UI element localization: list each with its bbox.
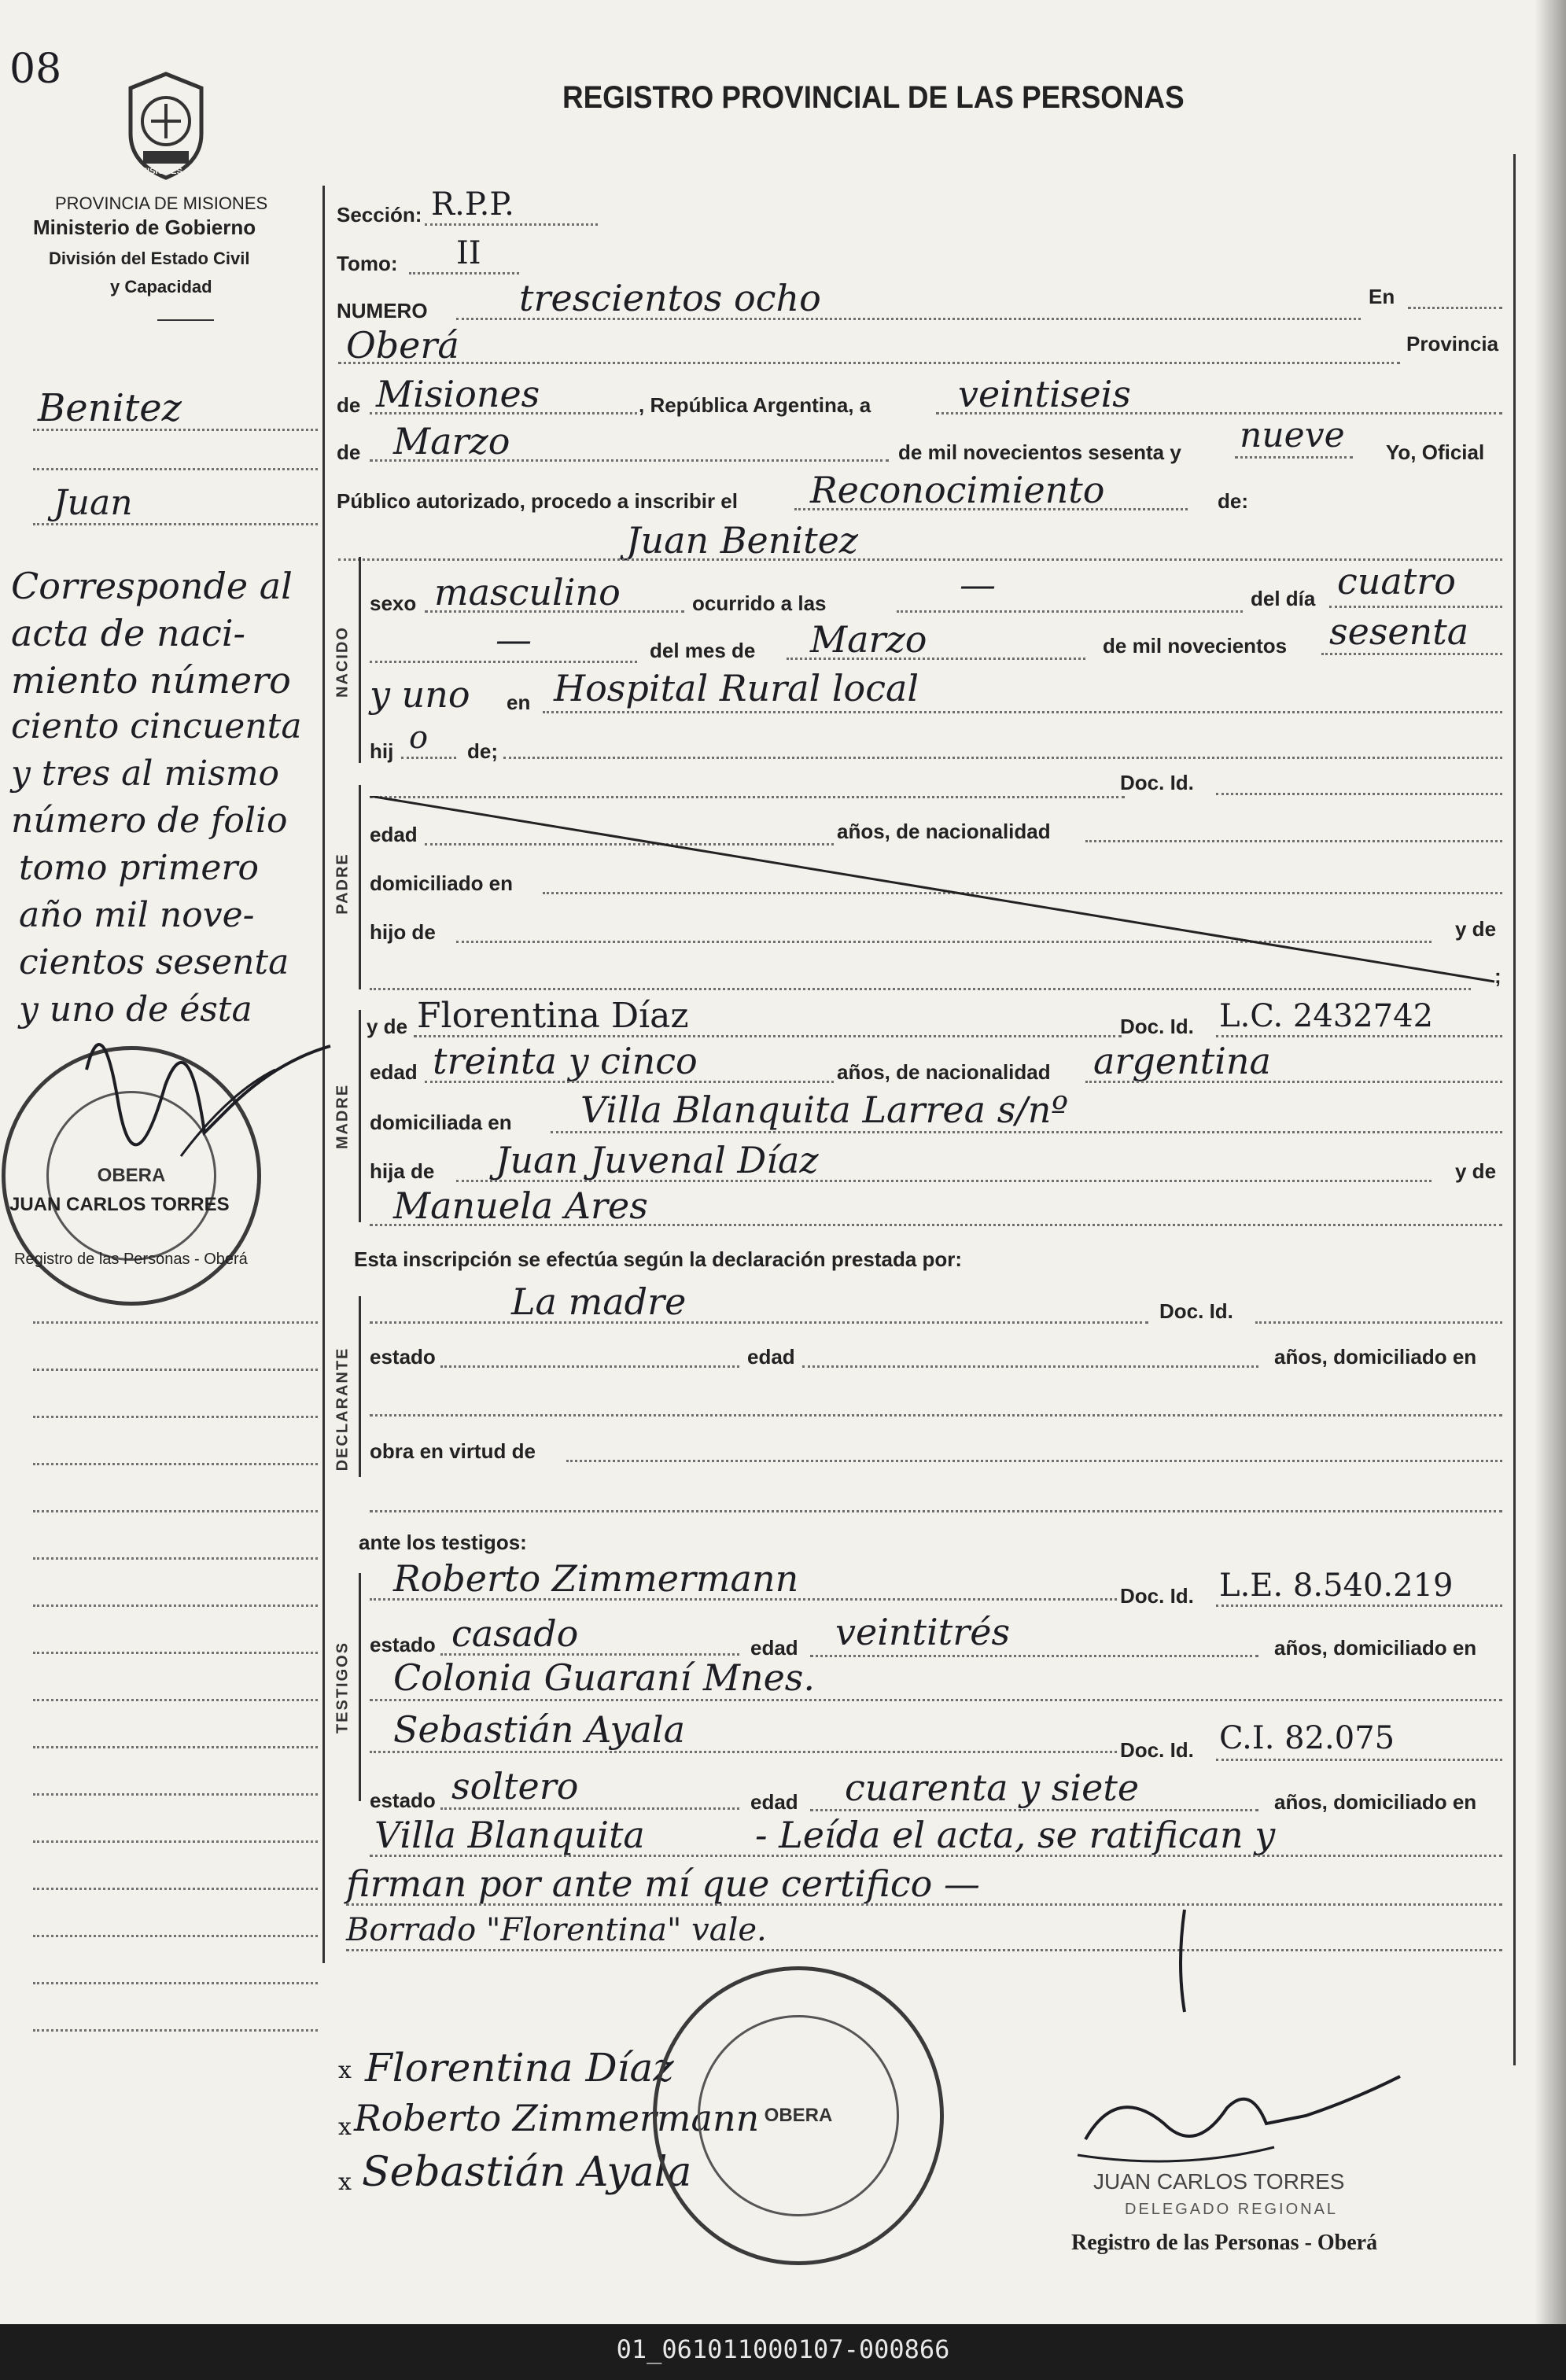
madre-doc-value: L.C. 2432742 — [1219, 998, 1434, 1034]
testigos-intro: ante los testigos: — [359, 1531, 527, 1554]
de-label: de — [337, 393, 361, 417]
dia-value: cuatro — [1337, 560, 1456, 602]
hijo-label: hij — [370, 739, 394, 763]
madre-edad-label: edad — [370, 1060, 418, 1084]
province-crest-icon — [120, 69, 212, 181]
act-type-value: Reconocimiento — [810, 469, 1105, 511]
madre-nacionalidad-value: argentina — [1093, 1040, 1271, 1082]
madre-father-value: Juan Juvenal Díaz — [496, 1139, 819, 1181]
margin-note-line-9: cientos sesenta — [19, 942, 289, 982]
official-signature — [1070, 2053, 1416, 2179]
testigos-bracket-line — [359, 1573, 361, 1801]
declarante-anos-label: años, domiciliado en — [1274, 1345, 1477, 1369]
year-value: nueve — [1240, 415, 1345, 455]
seccion-label: Sección: — [337, 203, 422, 227]
witness2-edad-label: edad — [750, 1790, 798, 1814]
margin-note-line-3: miento número — [11, 659, 291, 702]
bottom-stamp-city: OBERA — [764, 2105, 833, 2126]
witness1-edad-value: veintitrés — [835, 1611, 1011, 1653]
witness2-estado-label: estado — [370, 1789, 436, 1812]
padre-cancel-stroke — [370, 796, 1502, 985]
mil-label: de mil novecientos — [1103, 634, 1288, 658]
header-ministry: Ministerio de Gobierno — [33, 216, 256, 239]
header-divider — [157, 319, 214, 321]
declarante-value: La madre — [511, 1280, 687, 1323]
del-dia-label: del día — [1251, 587, 1316, 610]
sig2-mark: x — [338, 2113, 352, 2141]
place-value: Hospital Rural local — [554, 667, 919, 709]
madre-mother-value: Manuela Ares — [393, 1184, 648, 1227]
nacido-name-value: Juan Benitez — [626, 519, 859, 562]
crest-lettering: MISIONES — [140, 167, 182, 176]
signature-florentina: Florentina Díaz — [365, 2045, 674, 2091]
corner-number: 08 — [9, 46, 62, 93]
nacido-section-label: NACIDO — [333, 626, 352, 698]
left-signature-scribble — [71, 975, 338, 1180]
padre-anos-label: años, de nacionalidad — [837, 820, 1051, 843]
witness2-anos-label: años, domiciliado en — [1274, 1790, 1477, 1814]
numero-label: NUMERO — [337, 299, 428, 322]
header-division: División del Estado Civil — [49, 249, 250, 268]
padre-y-de-label: y de — [1455, 917, 1497, 941]
declarante-section-label: DECLARANTE — [333, 1347, 352, 1472]
declaracion-text: Esta inscripción se efectúa según la declaración prestada por: — [354, 1247, 963, 1271]
mes-value: Marzo — [810, 618, 927, 661]
ocurrido-label: ocurrido a las — [692, 591, 827, 615]
city-value: Oberá — [346, 324, 459, 367]
header-capacity: y Capacidad — [110, 277, 212, 297]
witness1-anos-label: años, domiciliado en — [1274, 1636, 1477, 1660]
madre-doc-label: Doc. Id. — [1120, 1015, 1194, 1038]
margin-name: Juan — [53, 483, 133, 523]
page-title: REGISTRO PROVINCIAL DE LAS PERSONAS — [562, 80, 1185, 115]
blank-value: — — [496, 618, 532, 661]
madre-domicilio-label: domiciliada en — [370, 1111, 512, 1134]
signature-roberto: Roberto Zimmermann — [354, 2097, 760, 2139]
margin-note-line-10: y uno de ésta — [19, 989, 252, 1030]
nacido-bracket-line — [359, 557, 361, 763]
official-title: DELEGADO REGIONAL — [1125, 2201, 1339, 2218]
closing-line-3: Borrado "Florentina" vale. — [346, 1912, 767, 1948]
publico-label: Público autorizado, procedo a inscribir el — [337, 489, 738, 513]
closing-line-1: - Leída el acta, se ratifican y — [755, 1814, 1276, 1856]
sig3-mark: x — [338, 2168, 352, 2196]
official-name: JUAN CARLOS TORRES — [1093, 2169, 1345, 2194]
official-office: Registro de las Personas - Oberá — [1071, 2231, 1378, 2255]
hijo-de-label: de; — [467, 739, 498, 763]
witness1-edad-label: edad — [750, 1636, 798, 1660]
oficial-label: Yo, Oficial — [1386, 440, 1485, 464]
madre-y-de2-label: y de — [1455, 1159, 1497, 1183]
padre-doc-label: Doc. Id. — [1120, 771, 1194, 794]
witness1-doc-value: L.E. 8.540.219 — [1219, 1568, 1454, 1604]
left-stamp-city: OBERA — [97, 1165, 166, 1186]
padre-edad-label: edad — [370, 823, 418, 846]
padre-domicilio-label: domiciliado en — [370, 871, 514, 895]
witness1-doc-label: Doc. Id. — [1120, 1584, 1194, 1608]
hijo-value: o — [409, 720, 429, 756]
sig1-mark: x — [338, 2057, 352, 2084]
witness1-domicilio-value: Colonia Guaraní Mnes. — [393, 1656, 816, 1699]
year-sesenta-value: sesenta — [1329, 610, 1469, 653]
margin-note-line-4: ciento cincuenta — [11, 706, 302, 746]
madre-hija-label: hija de — [370, 1159, 435, 1183]
year-label: de mil novecientos sesenta y — [898, 440, 1181, 464]
en-label: En — [1369, 285, 1395, 308]
margin-note-line-2: acta de naci- — [11, 612, 246, 654]
padre-section-label: PADRE — [333, 853, 352, 915]
witness2-estado-value: soltero — [451, 1765, 579, 1807]
madre-edad-value: treinta y cinco — [433, 1040, 698, 1082]
madre-bracket-line — [359, 1010, 361, 1222]
day-value: veintiseis — [958, 373, 1131, 415]
tomo-value: II — [456, 235, 481, 271]
page-edge-shadow — [1535, 0, 1566, 2324]
witness1-name-value: Roberto Zimmermann — [393, 1557, 799, 1600]
sexo-value: masculino — [434, 571, 621, 613]
declaracion-doc-label: Doc. Id. — [1159, 1299, 1233, 1323]
witness2-doc-label: Doc. Id. — [1120, 1738, 1194, 1762]
padre-hijo-label: hijo de — [370, 920, 436, 944]
madre-domicilio-value: Villa Blanquita Larrea s/nº — [580, 1089, 1069, 1131]
closing-line-2: firman por ante mí que certifico — — [346, 1862, 980, 1905]
testigos-section-label: TESTIGOS — [333, 1641, 352, 1734]
margin-note-line-1: Corresponde al — [11, 565, 293, 607]
hora-value: — — [960, 563, 996, 606]
bottom-official-stamp — [653, 1966, 944, 2265]
seccion-value: R.P.P. — [431, 186, 514, 223]
header-province: PROVINCIA DE MISIONES — [55, 193, 268, 213]
madre-y-de-label: y de — [367, 1015, 408, 1038]
numero-value: trescientos ocho — [519, 277, 821, 319]
margin-note-line-5: y tres al mismo — [11, 753, 280, 794]
left-stamp-official-name: JUAN CARLOS TORRES — [9, 1194, 230, 1215]
witness1-estado-value: casado — [451, 1612, 579, 1655]
sexo-label: sexo — [370, 591, 417, 615]
closing-margin-stroke — [1161, 1902, 1208, 2020]
month-value: Marzo — [393, 420, 510, 462]
provincia-label: Provincia — [1406, 332, 1499, 356]
main-frame-right-line — [1513, 154, 1516, 2065]
tomo-label: Tomo: — [337, 252, 398, 275]
republica-label: , República Argentina, a — [639, 393, 871, 417]
witness2-doc-value: C.I. 82.075 — [1219, 1720, 1395, 1756]
padre-semicolon: ; — [1494, 964, 1502, 988]
province-value: Misiones — [376, 373, 540, 415]
declarante-obra-label: obra en virtud de — [370, 1439, 536, 1463]
declarante-bracket-line — [359, 1296, 361, 1477]
scan-file-code: 01_061011000107-000866 — [616, 2334, 950, 2364]
padre-bracket-line — [359, 785, 361, 989]
de-month-label: de — [337, 440, 361, 464]
witness2-edad-value: cuarenta y siete — [845, 1767, 1140, 1809]
margin-note-line-6: número de folio — [11, 801, 288, 841]
de-colon-label: de: — [1218, 489, 1248, 513]
madre-section-label: MADRE — [333, 1083, 352, 1150]
margin-surname: Benitez — [38, 386, 182, 430]
en-place-label: en — [507, 691, 531, 714]
witness2-name-value: Sebastián Ayala — [393, 1708, 685, 1751]
margin-note-line-8: año mil nove- — [19, 895, 255, 935]
madre-name-value: Florentina Díaz — [417, 996, 689, 1036]
mes-label: del mes de — [650, 639, 756, 662]
left-stamp-office: Registro de las Personas - Oberá — [14, 1251, 248, 1268]
margin-note-line-7: tomo primero — [19, 848, 259, 888]
year-y-uno-value: y uno — [370, 673, 470, 716]
declarante-edad-label: edad — [747, 1345, 795, 1369]
signature-sebastian: Sebastián Ayala — [362, 2149, 692, 2196]
declarante-estado-label: estado — [370, 1345, 436, 1369]
witness1-estado-label: estado — [370, 1633, 436, 1656]
witness2-domicilio-value: Villa Blanquita — [374, 1814, 645, 1856]
madre-anos-label: años, de nacionalidad — [837, 1060, 1051, 1084]
